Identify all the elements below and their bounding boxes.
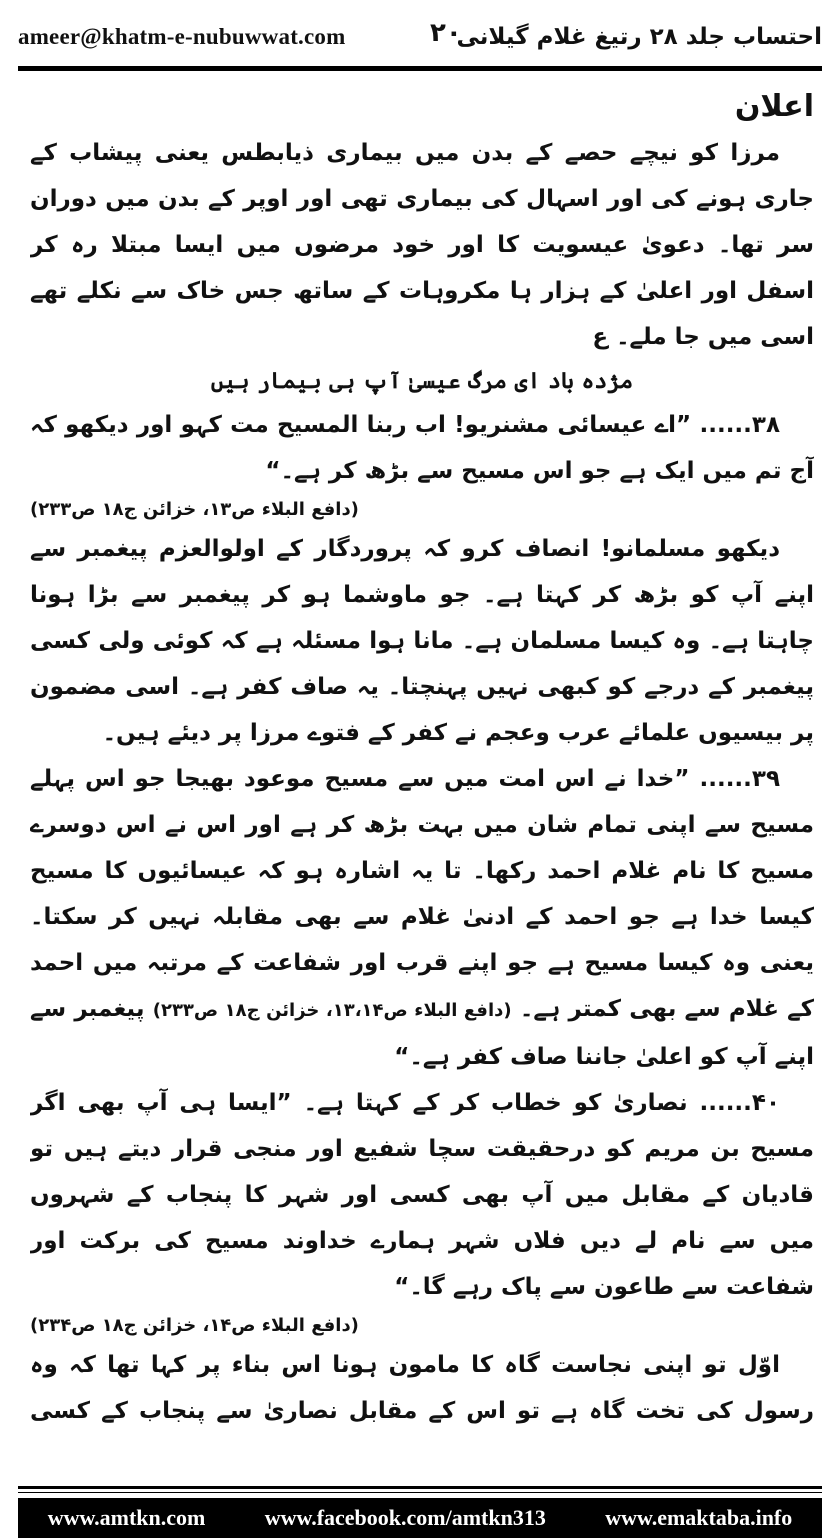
item-number: ۳۸......	[699, 412, 780, 438]
item-number: ۳۹......	[699, 766, 780, 792]
paragraph-commentary-1: دیکھو مسلمانو! انصاف کرو کہ پروردگار کے اولوالعزم پیغمبر سے اپنے آپ کو بڑھ کر کہتا ہے۔ جو ماوشما ہو کر پیغمبر سے بڑا ہونا چاہتا ہے۔ وہ کیسا مسلمان ہے۔ مانا ہوا مسئلہ ہے کہ کوئی ولی کسی پیغمبر کے درجے کو کبھی نہیں پہنچتا۔ یہ صاف کفر ہے۔ اسی مضمون پر بیسیوں علمائے عرب وعجم نے کفر کے فتوے مرزا پر دیئے ہیں۔	[30, 536, 814, 746]
quote-text: ”خدا نے اس امت میں سے مسیح موعود بھیجا جو اس پہلے مسیح سے اپنی تمام شان میں بہت بڑھ کر ہے اور اس نے اس دوسرے مسیح کا نام غلام احمد رکھا۔ تا یہ اشارہ ہو کہ عیسائیوں کا مسیح کیسا خدا ہے جو احمد کے ادنیٰ غلام سے بھی مقابلہ نہیں کر سکتا۔ یعنی وہ کیسا مسیح ہے جو اپنے قرب اور شفاعت کے مرتبہ میں احمد کے غلام سے بھی کمتر ہے۔	[30, 766, 814, 1022]
page-body	[30, 84, 814, 1444]
section-heading: اعلان	[734, 89, 814, 124]
quote-tail: پیغمبر سے اپنے آپ کو اعلیٰ جاننا صاف کفر ہے۔“	[30, 996, 814, 1070]
footer-link-amtkn[interactable]: www.amtkn.com	[47, 1505, 206, 1530]
footer-rule-thin	[18, 1492, 822, 1493]
citation-reference: (دافع البلاء ص۱۳،۱۴، خزائن ج۱۸ ص۲۳۳)	[152, 1000, 512, 1021]
quote-text: ”اے عیسائی مشنریو! اب ربنا المسیح مت کہو اور دیکھو کہ آج تم میں ایک ہے جو اس مسیح سے بڑھ کر ہے۔“	[30, 412, 814, 484]
page-header	[18, 12, 822, 62]
quote-text: نصاریٰ کو خطاب کر کے کہتا ہے۔ ”ایسا ہی آپ بھی اگر مسیح بن مریم کو درحقیقت سچا شفیع اور منجی قرار دیتے ہیں تو قادیان کے مقابل میں آپ بھی کسی اور شہر کا پنجاب کے شہروں میں سے نام لے دیں فلاں شہر ہمارے خداوند مسیح کی برکت اور شفاعت سے طاعون سے پاک رہے گا۔“	[30, 1090, 814, 1300]
item-number: ۴۰......	[699, 1090, 780, 1116]
footer-link-facebook[interactable]: www.facebook.com/amtkn313	[264, 1505, 546, 1530]
header-book-title: احتساب جلد ۲۸ رتیغ غلام گیلانی	[456, 24, 822, 50]
paragraph-commentary-2: اوّل تو اپنی نجاست گاہ کا مامون ہونا اس بناء پر کہا تھا کہ وہ رسول کی تخت گاہ ہے تو اس کے مقابل نصاریٰ سے پنجاب کے کسی	[30, 1352, 814, 1424]
quote-item-40	[30, 1080, 814, 1342]
page-number: ۲۰	[430, 18, 462, 48]
paragraph-intro: مرزا کو نیچے حصے کے بدن میں بیماری ذیابطس یعنی پیشاب کے جاری ہونے کی اور اسہال کی بیماری تھی اور اوپر کے بدن میں دوران سر تھا۔ دعویٰ عیسویت کا اور خود مرضوں میں ایسا مبتلا رہ کر اسفل اور اعلیٰ کے ہزار ہا مکروہات کے ساتھ جس خاک سے نکلے تھے اسی میں جا ملے۔ ع	[30, 140, 814, 350]
citation-reference: (دافع البلاء ص۱۴، خزائن ج۱۸ ص۲۳۴)	[30, 1315, 359, 1336]
verse-line: مژدہ باد ای مرگ عیسیٰ آپ ہی بیمار ہیں	[210, 368, 634, 394]
quote-item-39	[30, 756, 814, 1080]
citation-reference: (دافع البلاء ص۱۳، خزائن ج۱۸ ص۲۳۳)	[30, 499, 359, 520]
header-email: ameer@khatm-e-nubuwwat.com	[18, 24, 346, 49]
footer-link-emaktaba[interactable]: www.emaktaba.info	[605, 1505, 793, 1530]
footer-links-bar	[18, 1498, 822, 1538]
footer-rule-thick	[18, 1486, 822, 1489]
quote-item-38	[30, 402, 814, 526]
footer-divider	[18, 1486, 822, 1493]
header-divider	[18, 66, 822, 71]
